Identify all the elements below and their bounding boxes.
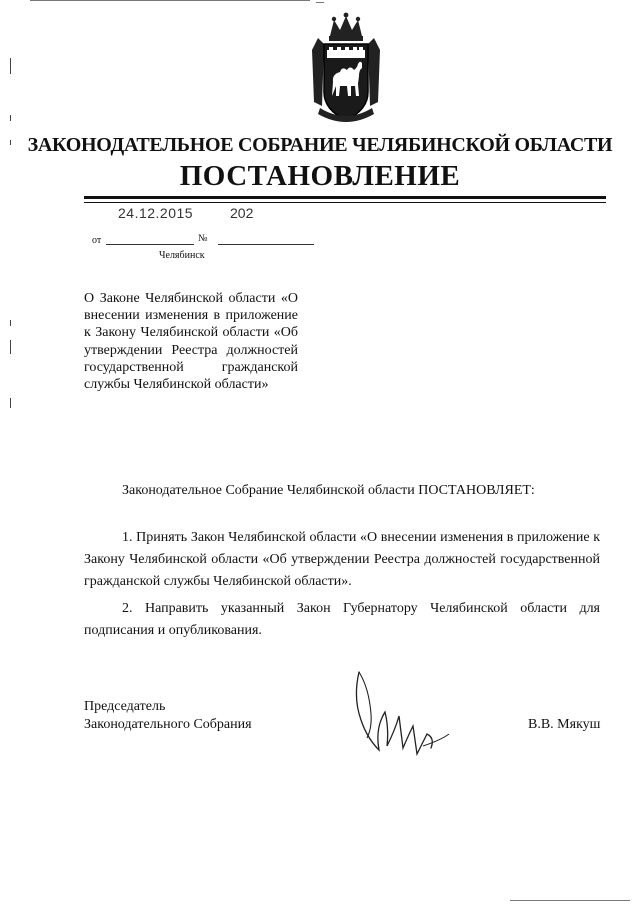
scan-margin-mark <box>10 115 11 121</box>
header-rule-thick <box>84 196 606 199</box>
scan-bottom-edge <box>510 900 630 901</box>
handwritten-signature <box>345 668 455 768</box>
scan-margin-mark <box>10 58 11 74</box>
city-label: Челябинск <box>159 250 205 261</box>
decree-paragraph-2: 2. Направить указанный Закон Губернатору Челябинской области для подписания и опубликования. <box>84 601 600 638</box>
document-subject: О Законе Челябинской области «О внесении изменения в приложение к Закону Челябинской области «Об утверждении Реестра должностей государственной гражданской службы Челябинской области» <box>84 291 298 393</box>
document-number: 202 <box>230 205 254 221</box>
organization-name: ЗАКОНОДАТЕЛЬНОЕ СОБРАНИЕ ЧЕЛЯБИНСКОЙ ОБЛАСТИ <box>27 134 613 156</box>
decree-preamble: Законодательное Собрание Челябинской области ПОСТАНОВЛЯЕТ: <box>122 483 535 498</box>
scan-margin-mark <box>10 320 11 326</box>
scan-margin-mark <box>10 398 11 408</box>
date-underline <box>106 244 194 245</box>
number-underline <box>218 244 314 245</box>
signatory-title-line-2: Законодательного Собрания <box>84 717 252 732</box>
scan-margin-mark <box>10 340 11 354</box>
decree-paragraph-1: 1. Принять Закон Челябинской области «О внесении изменения в приложение к Закону Челябинской области «Об утверждении Реестра должностей государственной гражданской службы Челябинской области». <box>84 530 600 589</box>
chelyabinsk-coat-of-arms-icon <box>296 10 396 128</box>
number-label: № <box>198 233 208 244</box>
document-type-title: ПОСТАНОВЛЕНИЕ <box>179 160 461 192</box>
signatory-title-line-1: Председатель <box>84 699 166 714</box>
date-label: от <box>92 235 102 246</box>
header-rule-thin <box>84 202 606 203</box>
scan-edge-line <box>30 0 310 1</box>
scan-edge-dash <box>316 2 324 3</box>
document-date: 24.12.2015 <box>118 205 194 221</box>
signatory-name: В.В. Мякуш <box>528 717 601 732</box>
